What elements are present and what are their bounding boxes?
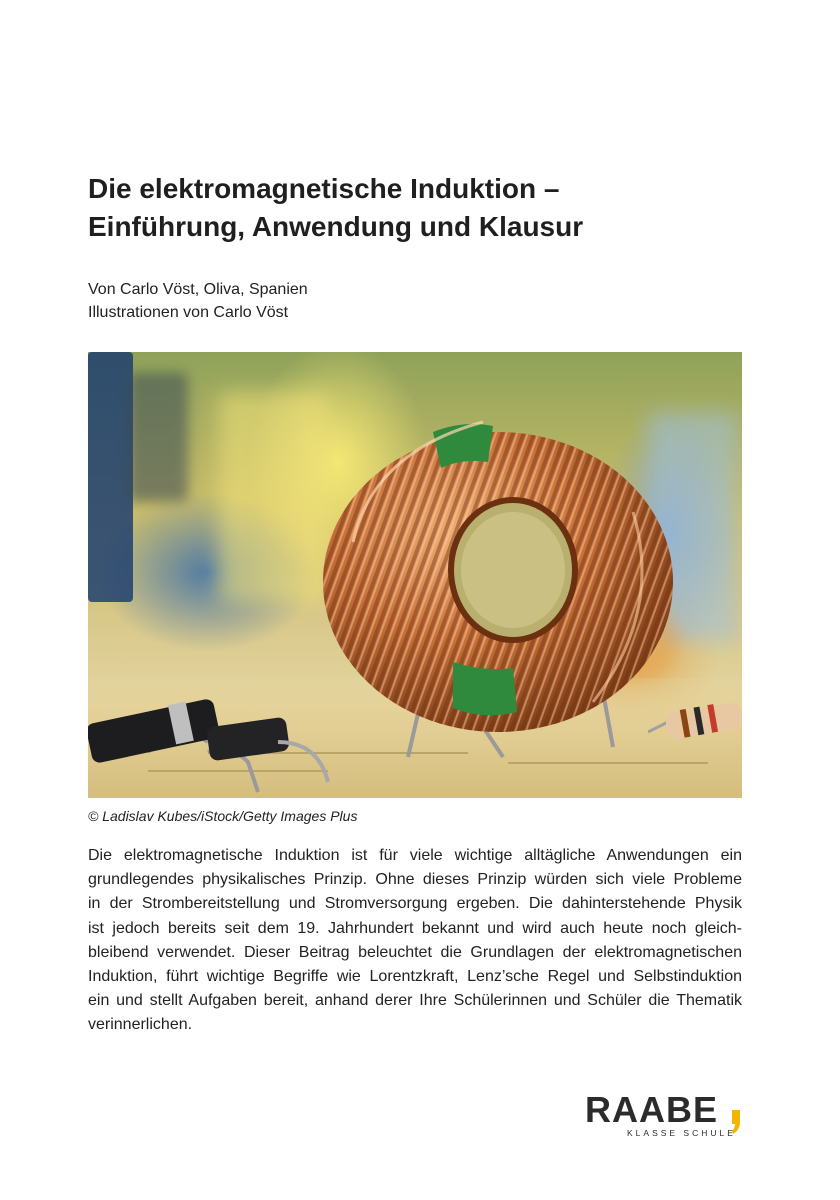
logo-wordmark: RAABE bbox=[585, 1089, 719, 1130]
body-line: verinnerlichen. bbox=[88, 1016, 193, 1034]
background-dark-component bbox=[128, 372, 188, 502]
board-trace bbox=[508, 762, 708, 764]
logo-tagline: KLASSE SCHULE bbox=[627, 1128, 736, 1138]
body-line: in der Strombereitstellung und Stromversorgung ergeben. Die dahinterstehende Physik bbox=[88, 895, 742, 913]
intro-paragraph bbox=[88, 844, 742, 1038]
photo-caption: © Ladislav Kubes/iStock/Getty Images Plus bbox=[88, 808, 358, 824]
title-line-1: Die elektromagnetische Induktion – bbox=[88, 173, 560, 204]
body-line: Die elektromagnetische Induktion ist für viele wichtige alltägliche Anwendungen ein bbox=[88, 847, 742, 864]
title-line-2: Einführung, Anwendung und Klausur bbox=[88, 211, 584, 242]
background-blue-component bbox=[88, 352, 133, 602]
diode-components bbox=[88, 682, 348, 798]
body-line: bleibend verwendet. Dieser Beitrag beleuchtet die Grundlagen der elektromagnetischen bbox=[88, 943, 742, 961]
body-line: grundlegendes physikalisches Prinzip. Ohne dieses Prinzip würden sich viele Probleme bbox=[88, 871, 742, 889]
body-line: Induktion, führt wichtige Begriffe wie Lorentzkraft, Lenz’sche Regel und Selbstinduktion bbox=[88, 968, 742, 986]
background-yellow-component bbox=[218, 392, 328, 602]
illustrator-line: Illustrationen von Carlo Vöst bbox=[88, 304, 289, 321]
body-line: ist jedoch bereits seit dem 19. Jahrhundert bekannt und wird auch heute noch gleich- bbox=[88, 919, 742, 937]
document-title bbox=[88, 170, 768, 246]
body-line: ein und stellt Aufgaben bereit, anhand derer Ihre Schülerinnen und Schüler die Thematik bbox=[88, 992, 742, 1010]
cover-photo bbox=[88, 352, 742, 798]
raabe-logo bbox=[585, 1089, 745, 1142]
author-line: Von Carlo Vöst, Oliva, Spanien bbox=[88, 281, 308, 298]
byline bbox=[88, 278, 308, 324]
copper-toroidal-coil-icon bbox=[313, 392, 673, 762]
